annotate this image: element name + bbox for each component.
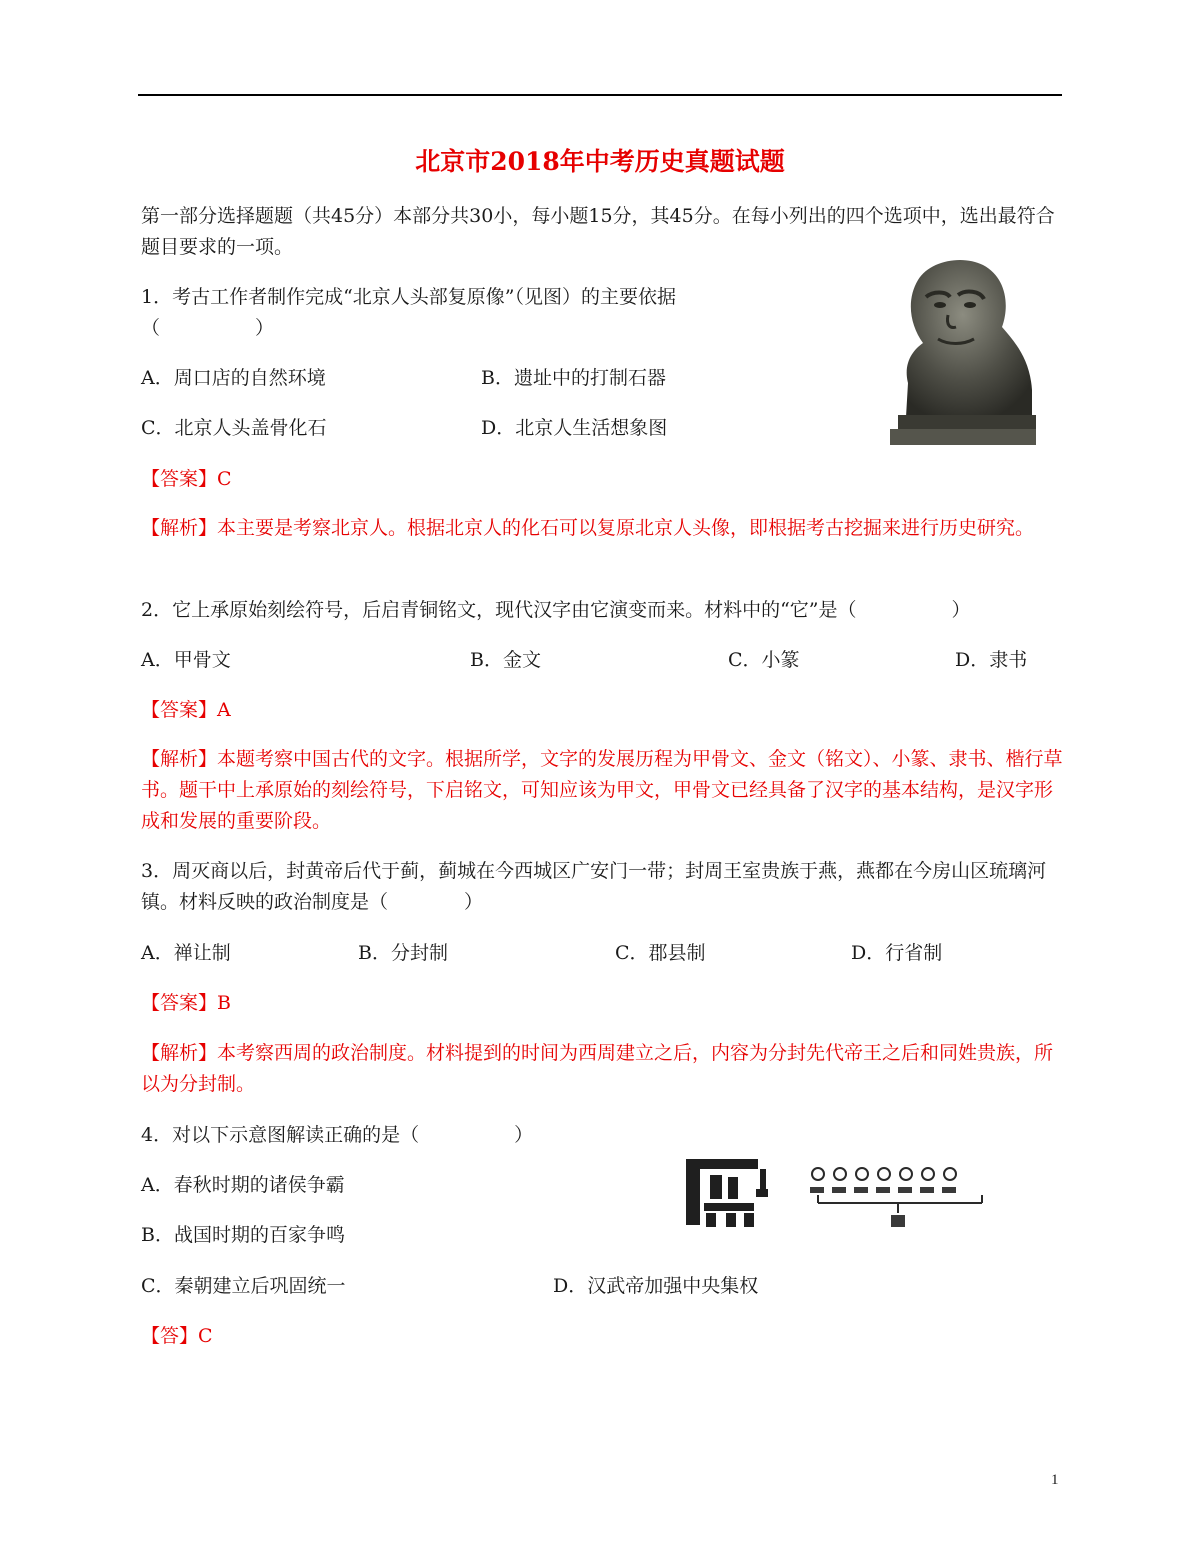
q1-stem: 1．考古工作者制作完成“北京人头部复原像”（见图）的主要依据	[141, 286, 677, 308]
q3-stem: 3．周灭商以后，封黄帝后代于蓟，蓟城在今西城区广安门一带；封周王室贵族于燕，燕都在今房山区琉璃河镇。材料反映的政治制度是（ ）	[141, 860, 1047, 913]
q4-option-b: B．战国时期的百家争鸣	[141, 1224, 345, 1246]
q2-stem: 2．它上承原始刻绘符号，后启青铜铭文，现代汉字由它演变而来。材料中的“它”是（ ）	[141, 599, 971, 621]
q3-option-b: B．分封制	[358, 942, 448, 964]
q3-option-a: A．禅让制	[141, 942, 231, 964]
q3-answer-label: 【答案】	[141, 992, 218, 1014]
q4-option-c: C．秦朝建立后巩固统一	[141, 1275, 346, 1297]
header-rule	[138, 94, 1062, 96]
q4-stem: 4．对以下示意图解读正确的是（ ）	[141, 1124, 534, 1146]
q3-answer	[141, 988, 231, 1018]
q1-option-a: A．周口店的自然环境	[141, 367, 326, 389]
q1-answer-value: C	[217, 468, 232, 490]
q3-option-c: C．郡县制	[615, 942, 706, 964]
page-title: 北京市2018年中考历史真题试题	[415, 147, 785, 176]
q3-option-d: D．行省制	[851, 942, 943, 964]
q2-answer	[141, 695, 231, 725]
q2-answer-label: 【答案】	[141, 699, 218, 721]
q1-answer	[141, 464, 232, 494]
q2-option-a: A．甲骨文	[141, 649, 231, 671]
q4-answer-value: C	[198, 1325, 213, 1347]
q2-option-b: B．金文	[470, 649, 541, 671]
script-unification-diagram-image	[682, 1155, 1000, 1237]
section-intro: 第一部分选择题题（共45分）本部分共30小，每小题15分，其45分。在每小列出的四个选项中，选出最符合题目要求的一项。	[141, 205, 1055, 258]
peking-man-bust-image	[888, 255, 1038, 447]
q4-option-a: A．春秋时期的诸侯争霸	[141, 1174, 345, 1196]
q1-option-d: D．北京人生活想象图	[481, 417, 668, 439]
page-number: 1	[1051, 1472, 1059, 1488]
q3-answer-value: B	[217, 992, 231, 1014]
q4-answer	[141, 1321, 213, 1351]
q1-answer-label: 【答案】	[141, 468, 218, 490]
q4-option-d: D．汉武帝加强中央集权	[553, 1275, 759, 1297]
q3-analysis: 【解析】本考察西周的政治制度。材料提到的时间为西周建立之后，内容为分封先代帝王之后和同姓贵族，所以为分封制。	[141, 1042, 1054, 1095]
q2-answer-value: A	[217, 699, 231, 721]
q1-blank: （ ）	[141, 317, 275, 339]
q1-analysis: 【解析】本主要是考察北京人。根据北京人的化石可以复原北京人头像，即根据考古挖掘来进行历史研究。	[141, 517, 1035, 539]
q2-option-c: C．小篆	[728, 649, 800, 671]
q4-answer-label: 【答】	[141, 1325, 199, 1347]
q1-option-b: B．遗址中的打制石器	[481, 367, 666, 389]
q2-analysis: 【解析】本题考察中国古代的文字。根据所学，文字的发展历程为甲骨文、金文（铭文）、小篆、隶书、楷行草书。题干中上承原始的刻绘符号，下启铭文，可知应该为甲文，甲骨文已经具备了汉字的基本结构，是汉字形成和发展的重要阶段。	[141, 748, 1063, 832]
q1-option-c: C．北京人头盖骨化石	[141, 417, 327, 439]
q2-option-d: D．隶书	[955, 649, 1028, 671]
